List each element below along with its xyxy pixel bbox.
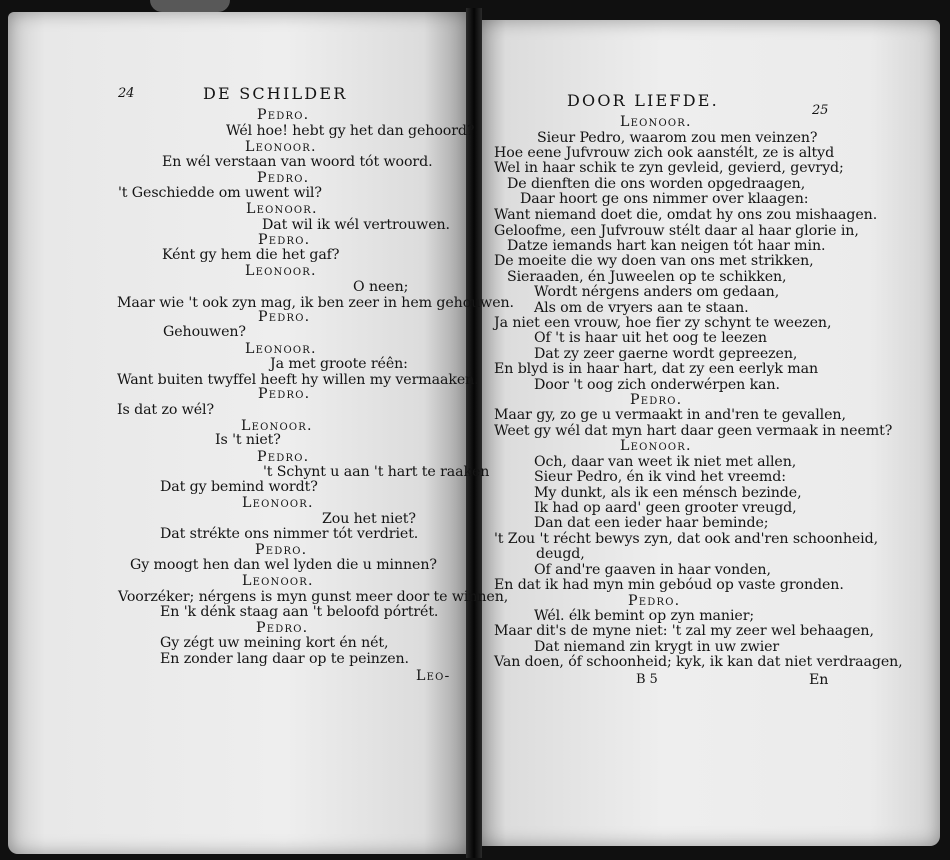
verse-line: En wél verstaan van woord tót woord. [162, 154, 433, 170]
verse-line: Wordt nérgens anders om gedaan, [534, 284, 780, 300]
verse-line: Och, daar van weet ik niet met allen, [534, 454, 797, 470]
verse-line: 't Zou 't récht bewys zyn, dat ook and'ren schoonheid, [494, 531, 879, 547]
verse-line: Wél. élk bemint op zyn manier; [534, 608, 755, 624]
verse-line: Dat wil ik wél vertrouwen. [262, 217, 450, 233]
speaker-label: Pedro. [258, 386, 311, 402]
catchword: En [809, 672, 829, 688]
verse-line: Geloofme, een Jufvrouw stélt daar al haar glorie in, [494, 223, 859, 239]
speaker-label: Leonoor. [245, 139, 317, 155]
speaker-label: Pedro. [255, 542, 308, 558]
right-page-number: 25 [812, 103, 829, 118]
verse-line: O neen; [353, 279, 409, 295]
verse-line: Ként gy hem die het gaf? [162, 247, 340, 263]
left-running-head: DE SCHILDER [203, 84, 348, 103]
verse-line: My dunkt, als ik een ménsch bezinde, [534, 485, 802, 501]
speaker-label: Leonoor. [242, 573, 314, 589]
speaker-label: Leonoor. [620, 114, 692, 130]
speaker-label: Pedro. [258, 309, 311, 325]
verse-line: Voorzéker; nérgens is myn gunst meer door te winnen, [118, 589, 509, 605]
verse-line: Sieur Pedro, waarom zou men veinzen? [537, 130, 818, 146]
verse-line: Sieraaden, én Juweelen op te schikken, [507, 269, 787, 285]
verse-line: Datze iemands hart kan neigen tót haar min. [507, 238, 826, 254]
verse-line: Maar wie 't ook zyn mag, ik ben zeer in hem gehouwen. [117, 295, 514, 311]
verse-line: Weet gy wél dat myn hart daar geen vermaak in neemt? [494, 423, 893, 439]
verse-line: deugd, [536, 546, 585, 562]
verse-line: Ja niet een vrouw, hoe fier zy schynt te weezen, [494, 315, 832, 331]
speaker-label: Leonoor. [620, 438, 692, 454]
right-running-head: DOOR LIEFDE. [567, 91, 719, 110]
verse-line: Als om de vryers aan te staan. [534, 300, 749, 316]
verse-line: Ja met groote réên: [270, 356, 408, 372]
speaker-label: Leonoor. [241, 418, 313, 434]
verse-line: Sieur Pedro, én ik vind het vreemd: [534, 469, 786, 485]
speaker-label: Pedro. [630, 392, 683, 408]
verse-line: 't Schynt u aan 't hart te raaken [263, 464, 490, 480]
speaker-label: Leonoor. [245, 341, 317, 357]
verse-line: Dat gy bemind wordt? [160, 479, 318, 495]
verse-line: Ik had op aard' geen grooter vreugd, [534, 500, 797, 516]
verse-line: Dat strékte ons nimmer tót verdriet. [160, 526, 419, 542]
speaker-label: Pedro. [258, 232, 311, 248]
verse-line: De moeite die wy doen van ons met strikken, [494, 253, 814, 269]
verse-line: Gy zégt uw meining kort én nét, [160, 635, 389, 651]
verse-line: Of 't is haar uit het oog te leezen [534, 330, 767, 346]
speaker-label: Pedro. [628, 593, 681, 609]
verse-line: Wel in haar schik te zyn gevleid, gevierd, gevryd; [494, 160, 844, 176]
verse-line: Dat niemand zin krygt in uw zwier [534, 639, 780, 655]
verse-line: Maar dit's de myne niet: 't zal my zeer wel behaagen, [494, 623, 874, 639]
speaker-label: Pedro. [257, 449, 310, 465]
verse-line: Of and're gaaven in haar vonden, [534, 562, 771, 578]
verse-line: Dat zy zeer gaerne wordt gepreezen, [534, 346, 798, 362]
verse-line: Is 't niet? [215, 432, 281, 448]
verse-line: En blyd is in haar hart, dat zy een eerlyk man [494, 361, 819, 377]
speaker-label: Pedro. [257, 170, 310, 186]
verse-line: Maar gy, zo ge u vermaakt in and'ren te gevallen, [494, 407, 846, 423]
verse-line: Wél hoe! hebt gy het dan gehoord? [226, 123, 475, 139]
signature-mark: B 5 [636, 672, 658, 687]
verse-line: Gehouwen? [163, 324, 246, 340]
verse-line: Van doen, óf schoonheid; kyk, ik kan dat niet verdraagen, [494, 654, 903, 670]
verse-line: Want buiten twyffel heeft hy willen my vermaaken. [117, 372, 479, 388]
verse-line: De dienften die ons worden opgedraagen, [507, 176, 806, 192]
verse-line: En 'k dénk staag aan 't beloofd pórtrét. [160, 604, 439, 620]
speaker-label: Leonoor. [242, 495, 314, 511]
speaker-label: Leonoor. [246, 201, 318, 217]
verse-line: Daar hoort ge ons nimmer over klaagen: [520, 191, 809, 207]
left-page-number: 24 [118, 86, 135, 101]
verse-line: En zonder lang daar op te peinzen. [160, 651, 409, 667]
page-fold [150, 0, 230, 12]
verse-line: Hoe eene Jufvrouw zich ook aanstélt, ze is altyd [494, 145, 835, 161]
speaker-label: Pedro. [256, 620, 309, 636]
verse-line: Zou het niet? [322, 511, 416, 527]
catchword: Leo- [416, 668, 451, 684]
verse-line: 't Geschiedde om uwent wil? [118, 185, 322, 201]
verse-line: Want niemand doet die, omdat hy ons zou mishaagen. [494, 207, 878, 223]
verse-line: Dan dat een ieder haar beminde; [534, 515, 769, 531]
speaker-label: Leonoor. [245, 263, 317, 279]
verse-line: Gy moogt hen dan wel lyden die u minnen? [130, 557, 437, 573]
verse-line: Door 't oog zich onderwérpen kan. [534, 377, 780, 393]
verse-line: En dat ik had myn min gebóud op vaste gronden. [494, 577, 844, 593]
verse-line: Is dat zo wél? [117, 402, 214, 418]
speaker-label: Pedro. [257, 107, 310, 123]
